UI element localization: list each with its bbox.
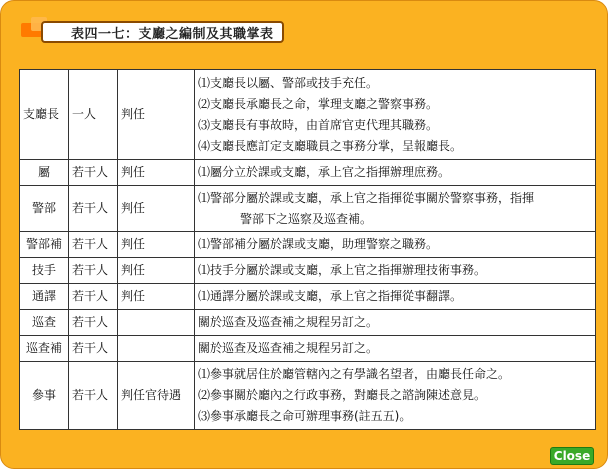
rank-cell: 判任 [118, 186, 195, 232]
count-cell: 若干人 [69, 160, 118, 186]
count-cell: 若干人 [69, 232, 118, 258]
duty-line: ⑴支廳長以屬、警部或技手充任。 [198, 75, 379, 90]
post-cell: 通譯 [20, 284, 69, 310]
post-cell: 巡查 [20, 310, 69, 336]
duty-line: 關於巡查及巡查補之規程另訂之。 [198, 341, 379, 355]
count-cell: 若干人 [69, 258, 118, 284]
post-cell: 警部補 [20, 232, 69, 258]
duty-line: ⑴技手分屬於課或支廳，承上官之指揮辦理技術事務。 [198, 263, 487, 277]
rank-cell: 判任 [118, 70, 195, 160]
duties-cell [195, 70, 596, 160]
post-cell: 支廳長 [20, 70, 69, 160]
duty-line: ⑴警部補分屬於課或支廳，助理警察之職務。 [198, 237, 439, 251]
close-button[interactable]: Close [550, 447, 594, 465]
duties-cell [195, 362, 596, 430]
table-row [20, 70, 596, 160]
count-cell: 若干人 [69, 310, 118, 336]
post-cell: 巡查補 [20, 336, 69, 362]
table-row [20, 160, 596, 186]
duties-cell [195, 310, 596, 336]
count-cell: 若干人 [69, 284, 118, 310]
rank-cell [118, 310, 195, 336]
duty-line: ⑷支廳長應訂定支廳職員之事務分掌，呈報廳長。 [198, 138, 463, 153]
duties-cell [195, 232, 596, 258]
table-row [20, 310, 596, 336]
duty-line: ⑴通譯分屬於課或支廳，承上官之指揮從事翻譯。 [198, 289, 463, 303]
post-cell: 警部 [20, 186, 69, 232]
duty-line: ⑴警部分屬於課或支廳，承上官之指揮從事關於警察事務，指揮 [198, 190, 535, 205]
post-cell: 參事 [20, 362, 69, 430]
title-box [41, 21, 284, 43]
table-title: 表四一七：支廳之編制及其職掌表 [71, 26, 274, 42]
duties-cell [195, 284, 596, 310]
table-row [20, 258, 596, 284]
count-cell: 若干人 [69, 336, 118, 362]
duties-cell [195, 258, 596, 284]
duty-line: ⑴屬分立於課或支廳，承上官之指揮辦理庶務。 [198, 165, 451, 179]
rank-cell: 判任官待遇 [118, 362, 195, 430]
table-row [20, 186, 596, 232]
count-cell: 一人 [69, 70, 118, 160]
count-cell: 若干人 [69, 186, 118, 232]
duties-cell [195, 186, 596, 232]
duty-line: 警部下之巡察及巡查補。 [240, 211, 373, 226]
rank-cell: 判任 [118, 160, 195, 186]
rank-cell: 判任 [118, 284, 195, 310]
rank-cell [118, 336, 195, 362]
table-row [20, 284, 596, 310]
count-cell: 若干人 [69, 362, 118, 430]
duty-line: ⑵支廳長承廳長之命，掌理支廳之警察事務。 [198, 96, 439, 111]
post-cell: 技手 [20, 258, 69, 284]
table-row [20, 232, 596, 258]
duty-line: ⑶支廳長有事故時，由首席官吏代理其職務。 [198, 117, 439, 132]
organization-table-wrap [19, 69, 596, 430]
rank-cell: 判任 [118, 258, 195, 284]
post-cell: 屬 [20, 160, 69, 186]
duty-line: ⑶參事承廳長之命可辦理事務(註五五)。 [198, 409, 412, 423]
duties-cell [195, 336, 596, 362]
table-row [20, 336, 596, 362]
duty-line: ⑴參事就居住於廳管轄內之有學識名望者，由廳長任命之。 [198, 367, 511, 381]
rank-cell: 判任 [118, 232, 195, 258]
duties-cell [195, 160, 596, 186]
duty-line: ⑵參事關於廳內之行政事務，對廳長之諮詢陳述意見。 [198, 388, 487, 402]
duty-line: 關於巡查及巡查補之規程另訂之。 [198, 315, 379, 329]
table-row [20, 362, 596, 430]
organization-table [19, 69, 596, 430]
